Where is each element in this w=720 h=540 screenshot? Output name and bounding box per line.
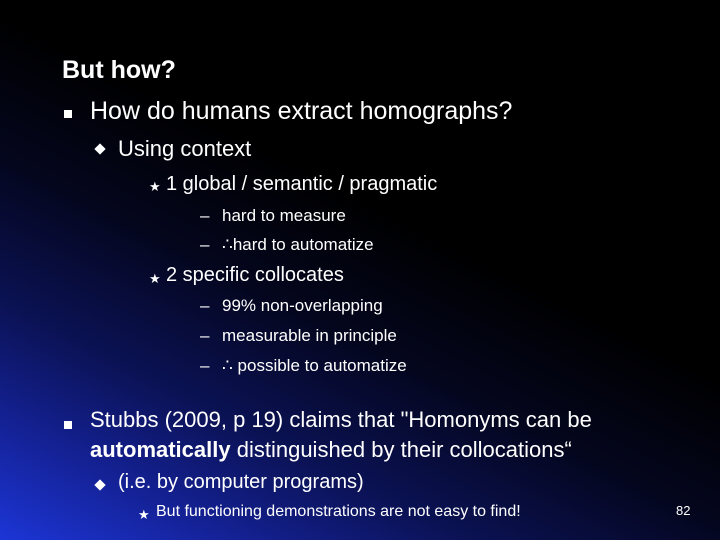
stubbs-claim-rest: distinguished by their collocations“ bbox=[230, 437, 572, 462]
point-measurable: measurable in principle bbox=[222, 326, 397, 345]
dash-icon: – bbox=[200, 356, 210, 375]
emphasis-automatically: automatically bbox=[90, 437, 231, 462]
stubbs-claim-line1: Stubbs (2009, p 19) claims that "Homonyms can be bbox=[90, 407, 592, 432]
star-bullet-icon: ★ bbox=[149, 271, 161, 286]
square-bullet-icon bbox=[64, 110, 72, 118]
item-functioning-demonstrations: But functioning demonstrations are not easy to find! bbox=[156, 503, 521, 520]
star-bullet-icon: ★ bbox=[149, 179, 161, 194]
sub-bullet-computer-programs: (i.e. by computer programs) bbox=[118, 471, 364, 493]
sub-bullet-using-context: Using context bbox=[118, 136, 252, 161]
dash-icon: – bbox=[200, 235, 210, 254]
point-non-overlapping: 99% non-overlapping bbox=[222, 296, 383, 315]
page-number: 82 bbox=[676, 503, 691, 518]
square-bullet-icon bbox=[64, 421, 72, 429]
bullet-how-do-humans: How do humans extract homographs? bbox=[90, 97, 513, 125]
point-hard-to-measure: hard to measure bbox=[222, 206, 346, 225]
dash-icon: – bbox=[200, 206, 210, 225]
star-bullet-icon: ★ bbox=[138, 507, 150, 522]
stubbs-claim-line2 bbox=[90, 437, 572, 463]
dash-icon: – bbox=[200, 326, 210, 345]
diamond-bullet-icon bbox=[94, 143, 105, 154]
dash-icon: – bbox=[200, 296, 210, 315]
diamond-bullet-icon bbox=[94, 479, 105, 490]
slide-title: But how? bbox=[62, 56, 176, 84]
item-specific-collocates: 2 specific collocates bbox=[166, 264, 344, 286]
point-hard-to-automatize: ∴hard to automatize bbox=[222, 235, 374, 254]
item-global-semantic-pragmatic: 1 global / semantic / pragmatic bbox=[166, 173, 438, 195]
point-possible-to-automatize: ∴ possible to automatize bbox=[222, 356, 407, 375]
